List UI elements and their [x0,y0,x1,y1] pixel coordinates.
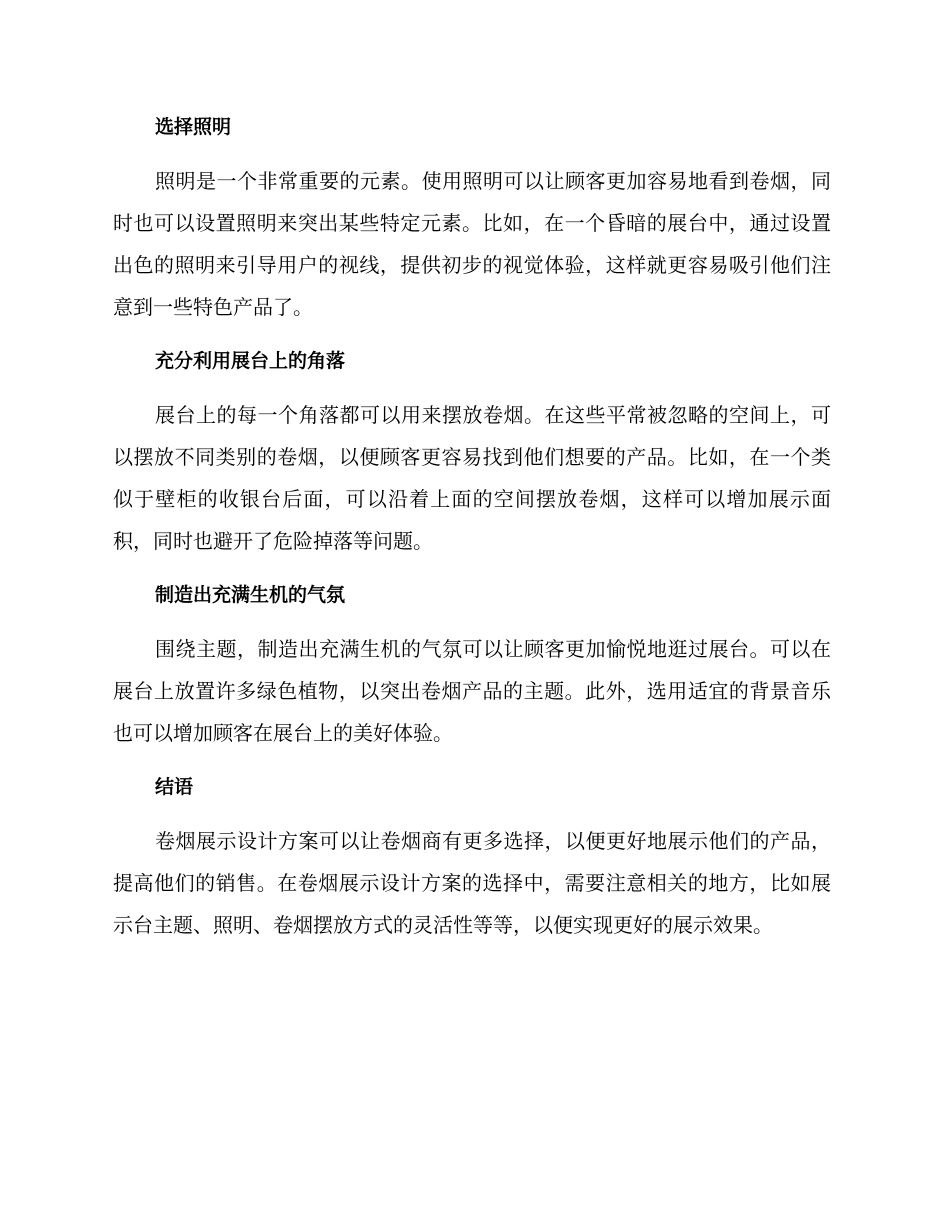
section-heading: 结语 [155,776,194,798]
section-conclusion [113,766,831,946]
section-heading: 充分利用展台上的角落 [155,350,346,372]
section-paragraph: 卷烟展示设计方案可以让卷烟商有更多选择，以便更好地展示他们的产品，提高他们的销售。在卷烟展示设计方案的选择中，需要注意相关的地方，比如展示台主题、照明、卷烟摆放方式的灵活性等等，以便实现更好的展示效果。 [113,829,831,937]
section-atmosphere [113,574,831,754]
section-paragraph: 展台上的每一个角落都可以用来摆放卷烟。在这些平常被忽略的空间上，可以摆放不同类别的卷烟，以便顾客更容易找到他们想要的产品。比如，在一个类似于壁柜的收银台后面，可以沿着上面的空间摆放卷烟，这样可以增加展示面积，同时也避开了危险掉落等问题。 [113,403,831,553]
section-heading: 选择照明 [155,116,232,138]
section-corners [113,340,831,562]
section-lighting [113,106,831,328]
section-heading: 制造出充满生机的气氛 [155,584,346,606]
section-paragraph: 围绕主题，制造出充满生机的气氛可以让顾客更加愉悦地逛过展台。可以在展台上放置许多绿色植物，以突出卷烟产品的主题。此外，选用适宜的背景音乐也可以增加顾客在展台上的美好体验。 [113,637,831,745]
section-paragraph: 照明是一个非常重要的元素。使用照明可以让顾客更加容易地看到卷烟，同时也可以设置照明来突出某些特定元素。比如，在一个昏暗的展台中，通过设置出色的照明来引导用户的视线，提供初步的视觉体验，这样就更容易吸引他们注意到一些特色产品了。 [113,169,831,319]
document-page [113,106,831,946]
